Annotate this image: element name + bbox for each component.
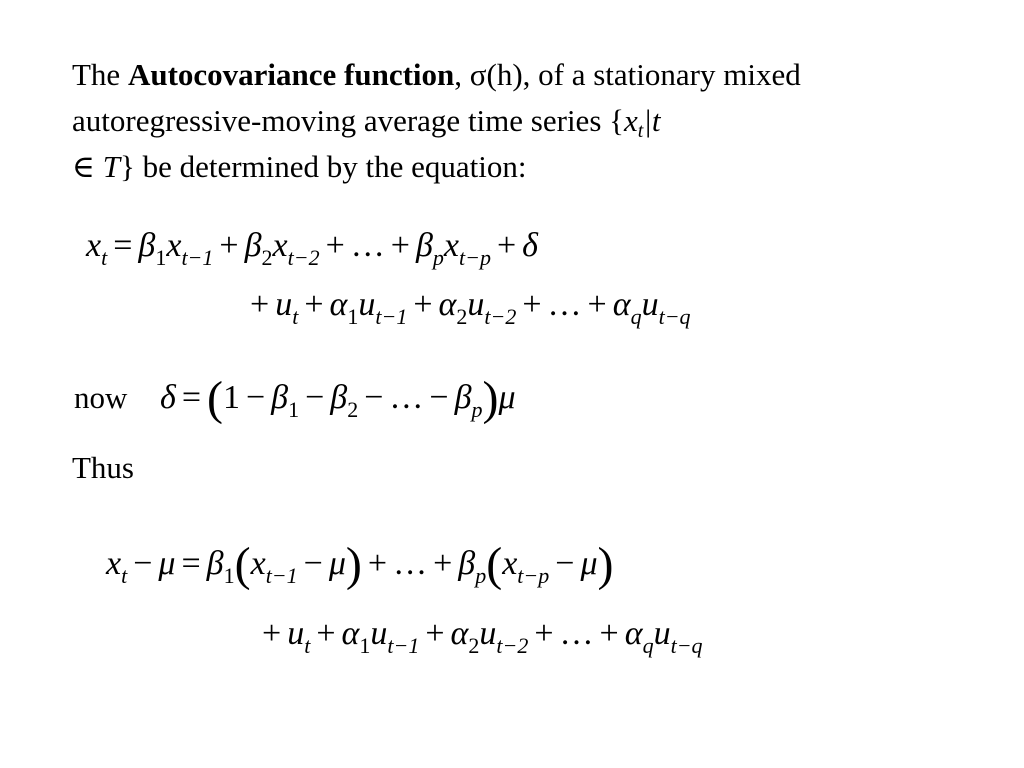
intro-text-2: , σ(h), of a stationary mixed autoregressive-moving average time series {: [72, 57, 801, 138]
element-of-symbol: ∈: [72, 149, 103, 184]
index-set: T: [102, 149, 120, 184]
label-now: now: [74, 380, 128, 415]
equation-centered-line1: $x_t - \mu = \beta_1(x_{t-1} - \mu)$ + … + $\beta_p(x_{t-p} - \mu)$: [106, 538, 614, 591]
term-autocovariance: Autocovariance function: [127, 57, 455, 92]
series-subscript: t: [637, 120, 644, 142]
equation-arma-line1: $x_t = \beta_1x_{t-1} + \beta_2x_{t-2}$ + … + $\beta_px_{t-p} + \delta$: [86, 227, 538, 270]
equation-delta: $\delta = (1 - \beta_1 - \beta_2$ − … − $\beta_p)\mu$: [160, 372, 516, 425]
equation-arma-line2: + $u_t + \alpha_1u_{t-1} + \alpha_2u_{t-2}$ + … + $\alpha_qu_{t-q}$: [250, 286, 691, 329]
intro-paragraph: [72, 52, 952, 190]
equation-centered-line2: + $u_t + \alpha_1u_{t-1} + \alpha_2u_{t-2}$ + … + $\alpha_qu_{t-q}$: [262, 615, 703, 658]
label-thus: Thus: [72, 450, 134, 485]
series-variable: x: [624, 103, 638, 138]
series-index: |t: [643, 103, 661, 138]
intro-text-3: } be determined by the equation:: [119, 149, 527, 184]
intro-text-1: The: [72, 57, 128, 92]
